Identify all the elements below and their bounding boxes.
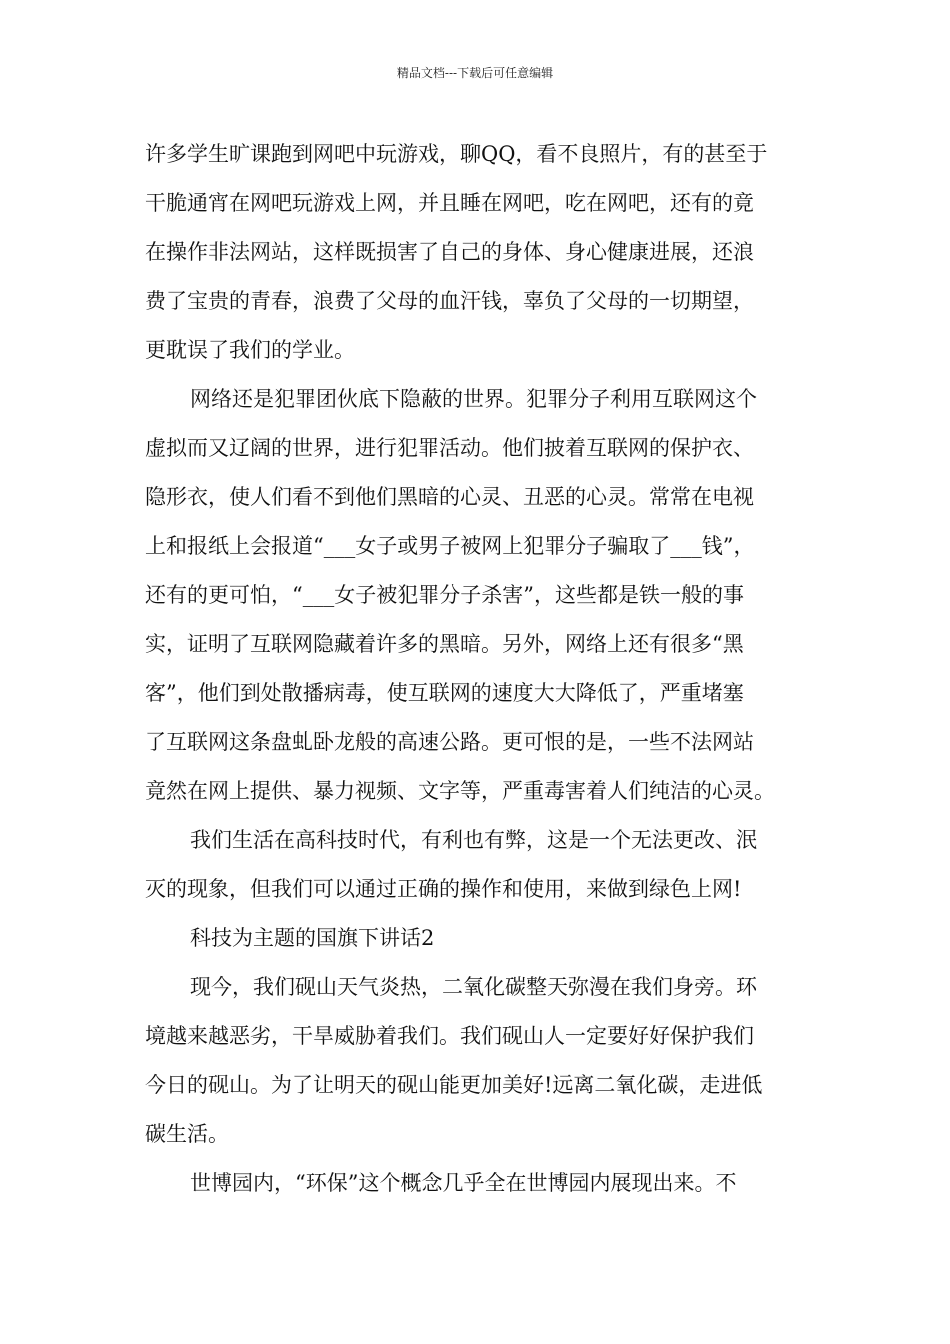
- text-line: 我们生活在高科技时代，有利也有弊，这是一个无法更改、泯: [190, 828, 757, 852]
- page-header: 精品文档---下载后可任意编辑: [396, 66, 554, 80]
- paragraph: [145, 130, 809, 375]
- text-line: 世博园内，“环保”这个概念几乎全在世博园内展现出来。不: [190, 1171, 737, 1195]
- paragraph: [145, 816, 809, 914]
- text-line: 境越来越恶劣，干旱威胁着我们。我们砚山人一定要好好保护我们: [145, 1024, 754, 1048]
- document-body: [145, 130, 809, 1208]
- text-line: 还有的更可怕，“___女子被犯罪分子杀害”，这些都是铁一般的事: [145, 583, 744, 607]
- paragraph: [145, 375, 809, 816]
- text-line: 在操作非法网站，这样既损害了自己的身体、身心健康进展，还浪: [145, 240, 754, 264]
- text-line: 灭的现象，但我们可以通过正确的操作和使用，来做到绿色上网!: [145, 877, 742, 901]
- text-line: 费了宝贵的青春，浪费了父母的血汗钱，辜负了父母的一切期望，: [145, 289, 754, 313]
- text-line: 今日的砚山。为了让明天的砚山能更加美好!远离二氧化碳，走进低: [145, 1073, 763, 1097]
- text-line: 干脆通宵在网吧玩游戏上网，并且睡在网吧，吃在网吧，还有的竟: [145, 191, 754, 215]
- text-line: 上和报纸上会报道“___女子或男子被网上犯罪分子骗取了___钱”，: [145, 534, 755, 558]
- paragraph: [145, 963, 809, 1159]
- paragraph: [145, 914, 809, 963]
- paragraph: [145, 1159, 809, 1208]
- text-line: 客”，他们到处散播病毒，使互联网的速度大大降低了，严重堵塞: [145, 681, 744, 705]
- text-line: 隐形衣，使人们看不到他们黑暗的心灵、丑恶的心灵。常常在电视: [145, 485, 754, 509]
- text-line: 科技为主题的国旗下讲话2: [190, 926, 435, 950]
- text-line: 碳生活。: [145, 1122, 229, 1146]
- text-line: 实，证明了互联网隐藏着许多的黑暗。另外，网络上还有很多“黑: [145, 632, 744, 656]
- text-line: 许多学生旷课跑到网吧中玩游戏，聊QQ，看不良照片，有的甚至于: [145, 142, 768, 166]
- text-line: 更耽误了我们的学业。: [145, 338, 355, 362]
- text-line: 虚拟而又辽阔的世界，进行犯罪活动。他们披着互联网的保护衣、: [145, 436, 754, 460]
- text-line: 网络还是犯罪团伙底下隐蔽的世界。犯罪分子利用互联网这个: [190, 387, 757, 411]
- text-line: 现今，我们砚山天气炎热，二氧化碳整天弥漫在我们身旁。环: [190, 975, 757, 999]
- text-line: 竟然在网上提供、暴力视频、文字等，严重毒害着人们纯洁的心灵。: [145, 779, 775, 803]
- text-line: 了互联网这条盘虬卧龙般的高速公路。更可恨的是，一些不法网站: [145, 730, 754, 754]
